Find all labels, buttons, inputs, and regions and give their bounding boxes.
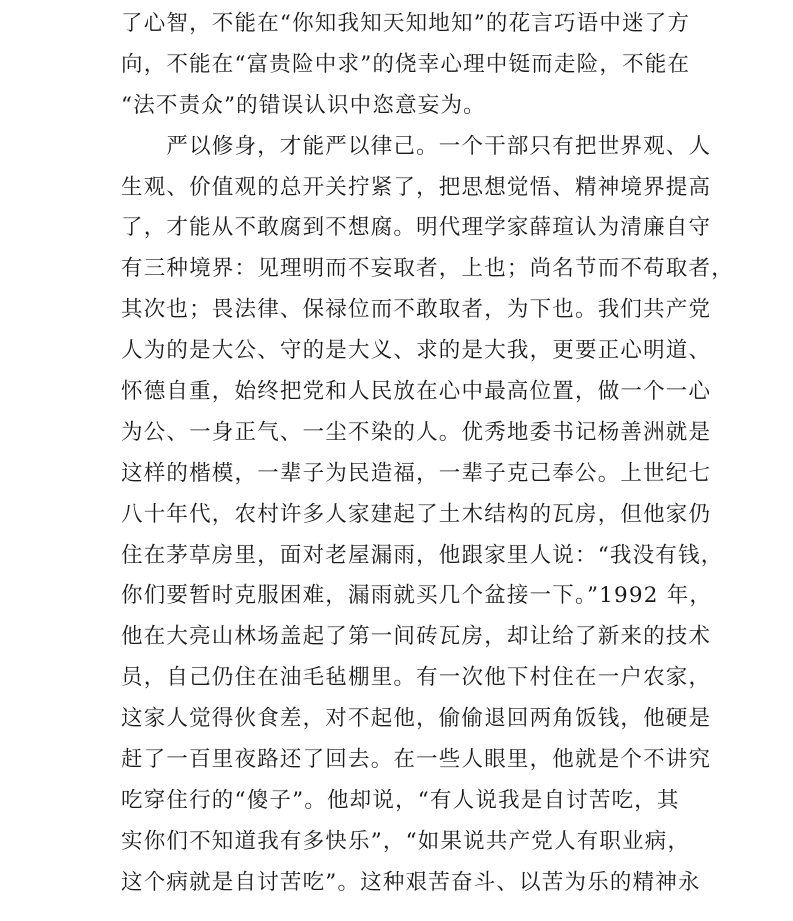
text-line: 赶了一百里夜路还了回去。在一些人眼里，他就是个不讲究	[121, 747, 712, 773]
text-line: “法不责众”的错误认识中恣意妄为。	[121, 92, 486, 118]
text-line: 你们要暂时克服困难，漏雨就买几个盆接一下。”1992 年，	[121, 583, 713, 609]
text-line: 其次也；畏法律、保禄位而不敢取者，为下也。我们共产党	[121, 297, 712, 323]
text-line: 向，不能在“富贵险中求”的侥幸心理中铤而走险，不能在	[121, 51, 691, 77]
text-line: 这个病就是自讨苦吃”。这种艰苦奋斗、以苦为乐的精神永	[121, 869, 701, 895]
text-line: 有三种境界：见理明而不妄取者，上也；尚名节而不苟取者，	[121, 256, 734, 282]
text-line: 八十年代，农村许多人家建起了土木结构的瓦房，但他家仍	[121, 501, 712, 527]
text-line: 了心智，不能在“你知我知天知地知”的花言巧语中迷了方	[121, 11, 691, 36]
text-line: 了，才能从不敢腐到不想腐。明代理学家薛瑄认为清廉自守	[121, 215, 712, 241]
text-line: 这家人觉得伙食差，对不起他，偷偷退回两角饭钱，他硬是	[121, 706, 712, 732]
text-line: 这样的楷模，一辈子为民造福，一辈子克己奉公。上世纪七	[121, 460, 712, 486]
body-text	[121, 4, 734, 904]
text-line: 为公、一身正气、一尘不染的人。优秀地委书记杨善洲就是	[121, 419, 712, 445]
text-line: 实你们不知道我有多快乐”，“如果说共产党人有职业病，	[121, 828, 691, 854]
text-line: 他在大亮山林场盖起了第一间砖瓦房，却让给了新来的技术	[121, 624, 712, 650]
text-line: 生观、价值观的总开关拧紧了，把思想觉悟、精神境界提高	[121, 174, 712, 200]
text-line: 怀德自重，始终把党和人民放在心中最高位置，做一个一心	[121, 379, 712, 405]
text-line: 吃穿住行的“傻子”。他却说，“有人说我是自讨苦吃，其	[121, 787, 680, 813]
text-line: 住在茅草房里，面对老屋漏雨，他跟家里人说：“我没有钱，	[121, 542, 724, 568]
text-line: 员，自己仍住在油毛毡棚里。有一次他下村住在一户农家，	[121, 665, 712, 691]
text-line: 严以修身，才能严以律己。一个干部只有把世界观、人	[121, 133, 712, 159]
text-line: 人为的是大公、守的是大义、求的是大我，更要正心明道、	[121, 338, 712, 364]
